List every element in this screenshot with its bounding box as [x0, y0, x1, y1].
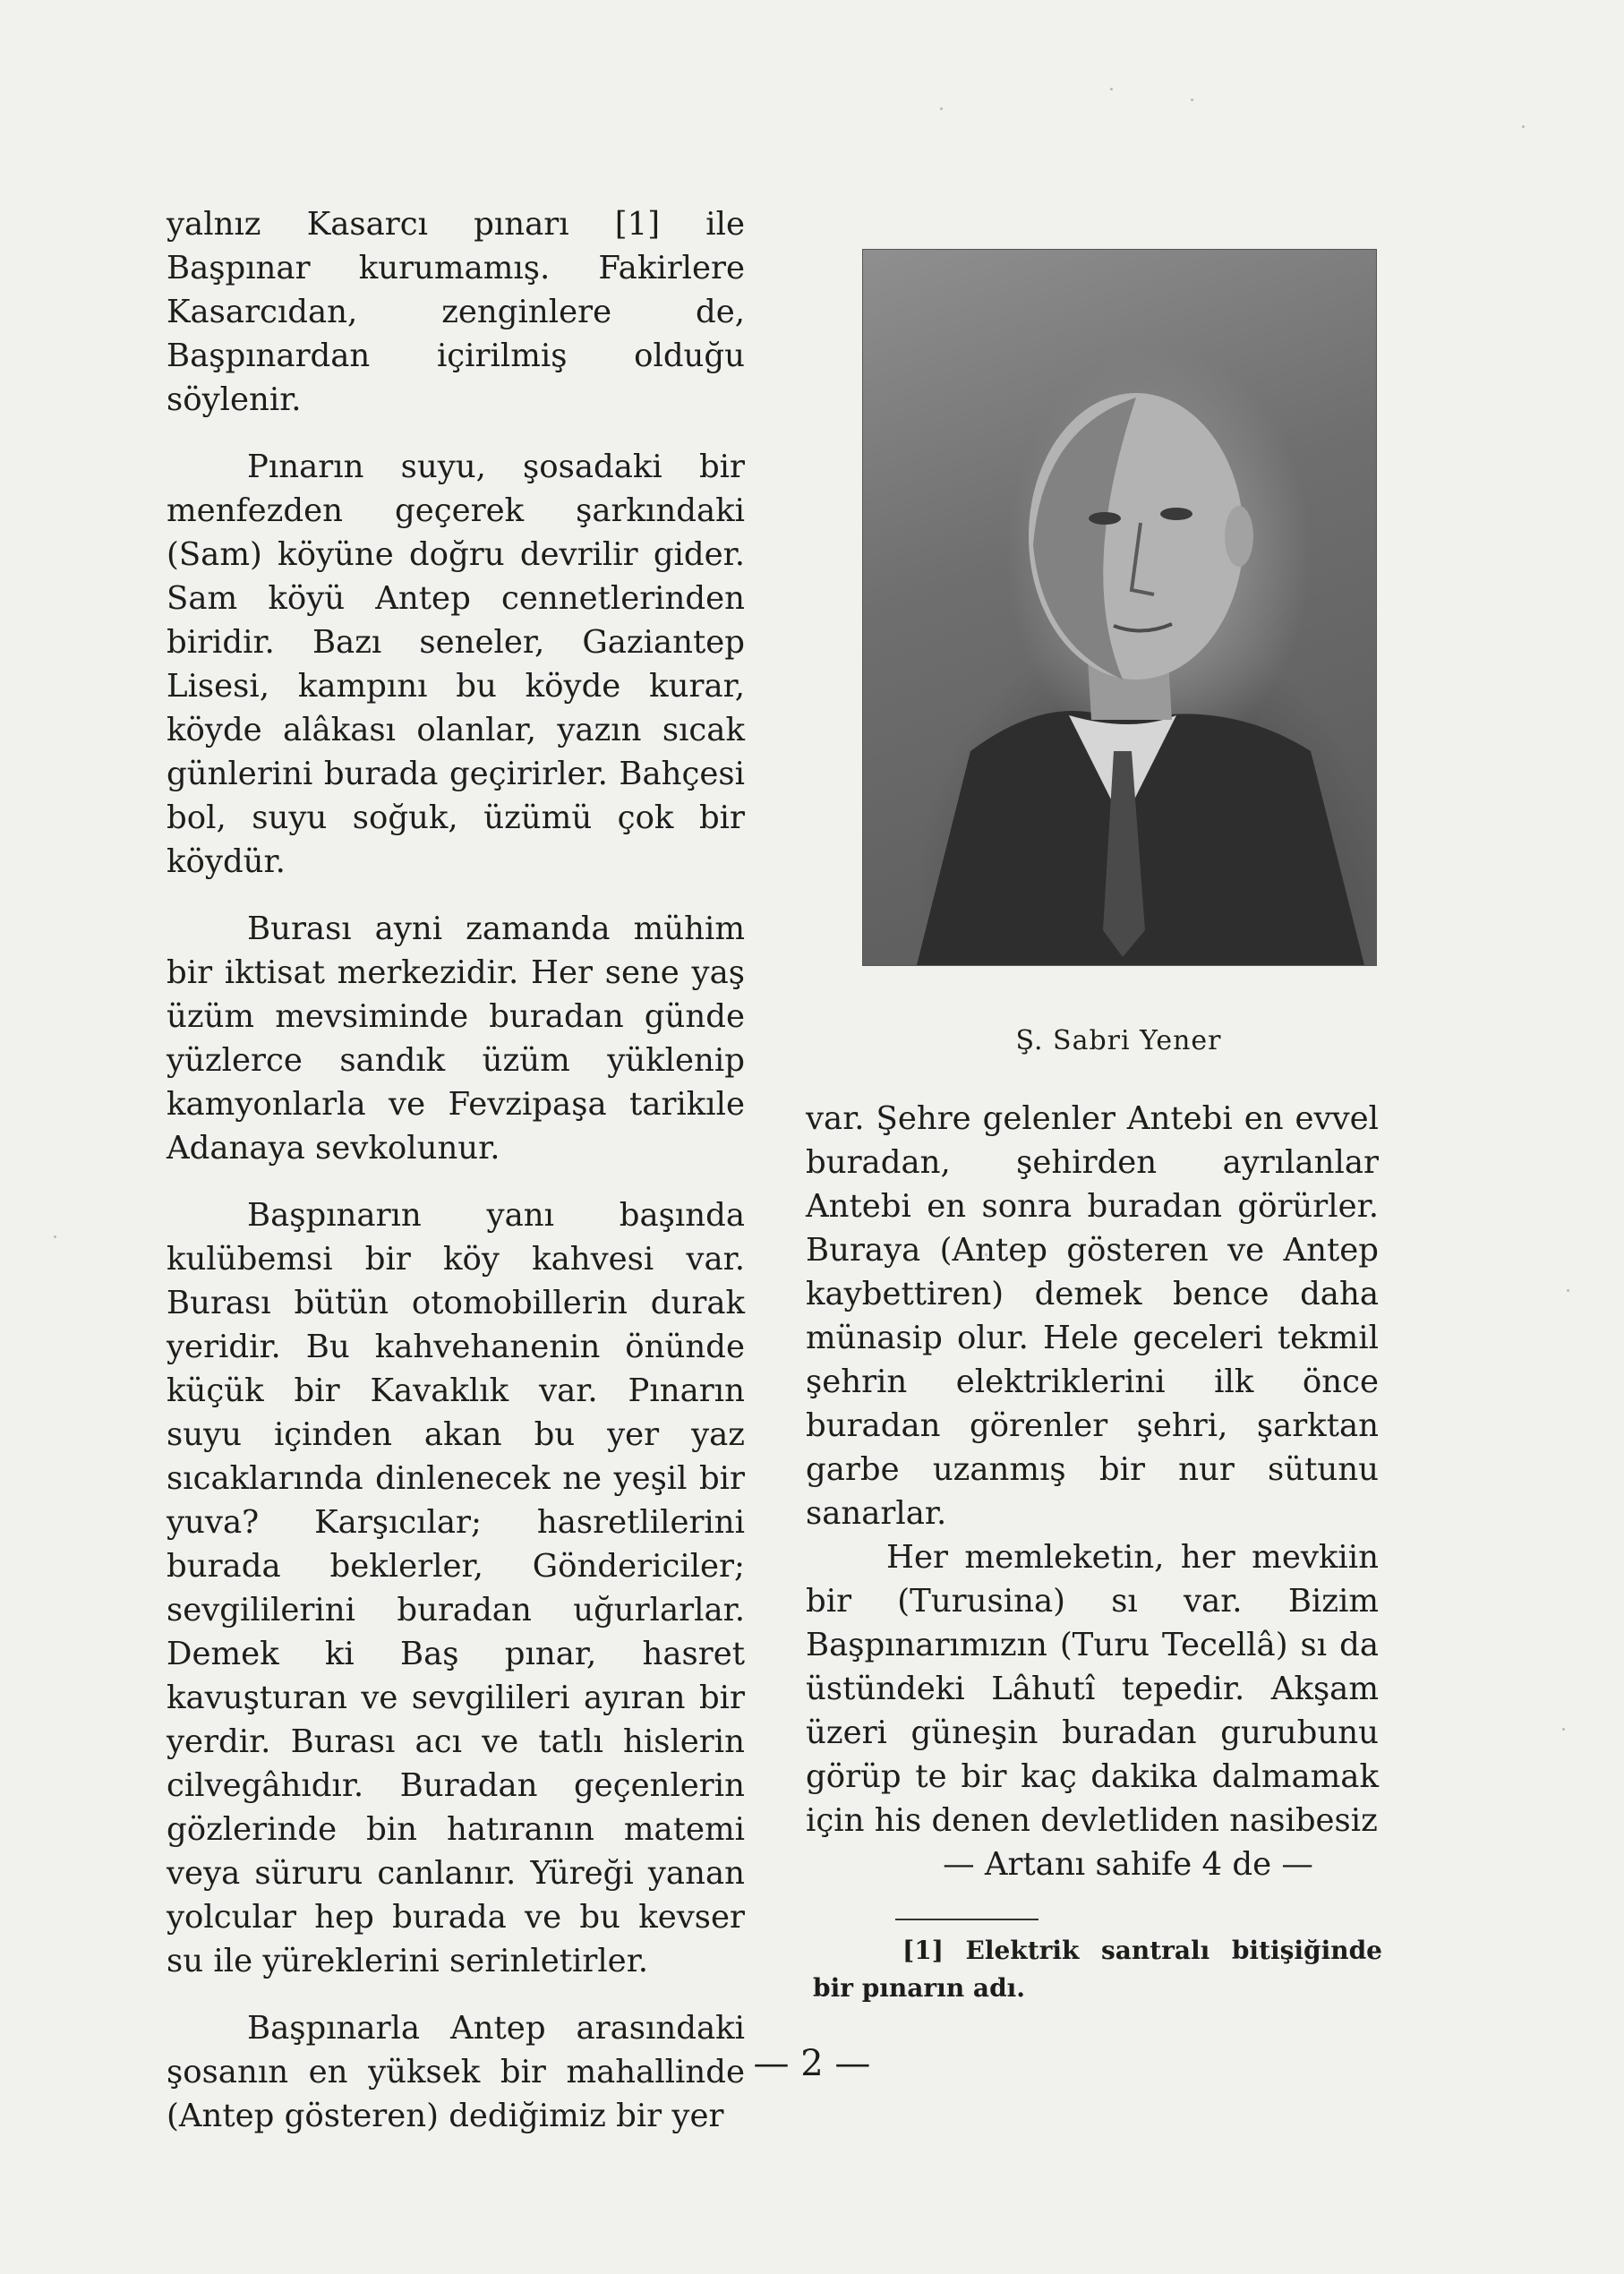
paragraph: Başpınarın yanı başında kulübemsi bir köy kahvesi var. Burası bütün otomobillerin durak yeridir. Bu kahvehanenin önünde küçük bir Kavaklık var. Pınarın suyu içinden akan bu yer yaz sıcaklarında dinlenecek ne yeşil bir yuva? Karşıcılar; hasretlilerini burada beklerler, Göndericiler; sevgililerini buradan uğurlarlar. Demek ki Baş pınar, hasret kavuşturan ve sevgilileri ayıran bir yerdir. Burası acı ve tatlı hislerin cilvegâhıdır. Buradan geçenlerin gözlerinde bin hatıranın matemi veya süruru canlanır. Yüreği yanan yolcular hep burada ve bu kevser su ile yüreklerini serinletirler.: [167, 1197, 745, 1979]
eye-shape: [1089, 512, 1121, 525]
portrait-photo: [862, 249, 1377, 966]
eye-shape: [1160, 508, 1192, 520]
footnote-divider: [895, 1919, 1039, 1920]
ear-shape: [1225, 506, 1253, 567]
paragraph: Burası ayni zamanda mühim bir iktisat merkezidir. Her sene yaş üzüm mevsiminde buradan günde yüzlerce sandık üzüm yüklenip kamyonlarla ve Fevzipaşa tarikıle Adanaya sevkolunur.: [167, 910, 745, 1167]
scan-speck: [940, 107, 943, 110]
paragraph: yalnız Kasarcı pınarı [1] ile Başpınar kurumamış. Fakirlere Kasarcıdan, zenginlere de, Başpınardan içirilmiş olduğu söylenir.: [167, 206, 745, 418]
footnote: [1] Elektrik santralı bitişiğinde bir pınarın adı.: [813, 1936, 1382, 2003]
portrait-illustration: [863, 250, 1376, 965]
scan-speck: [54, 1235, 56, 1238]
right-column: [806, 1097, 1379, 1886]
scan-speck: [1562, 1728, 1565, 1731]
scan-speck: [1522, 125, 1525, 128]
continued-note: — Artanı sahife 4 de —: [943, 1846, 1313, 1883]
scan-speck: [1567, 1289, 1569, 1292]
photo-caption: Ş. Sabri Yener: [1015, 1025, 1222, 1056]
paragraph: Her memleketin, her mevkiin bir (Turusina) sı var. Bizim Başpınarımızın (Turu Tecellâ) sı da üstündeki Lâhutî tepedir. Akşam üzeri güneşin buradan gurubunu görüp te bir kaç dakika dalmamak için his denen devletliden nasibesiz: [806, 1539, 1379, 1839]
left-column: [167, 202, 745, 2138]
scan-speck: [1191, 98, 1193, 101]
paragraph: Pınarın suyu, şosadaki bir menfezden geçerek şarkındaki (Sam) köyüne doğru devrilir gider. Sam köyü Antep cennetlerinden biridir. Bazı seneler, Gaziantep Lisesi, kampını bu köyde kurar, köyde alâkası olanlar, yazın sıcak günlerini burada geçirirler. Bahçesi bol, suyu soğuk, üzümü çok bir köydür.: [167, 449, 745, 880]
scan-speck: [1110, 88, 1113, 90]
paragraph: Başpınarla Antep arasındaki şosanın en yüksek bir mahallinde (Antep gösteren) dediğimiz bir yer: [167, 2010, 745, 2134]
page-number: — 2 —: [753, 2043, 871, 2084]
paragraph: var. Şehre gelenler Antebi en evvel buradan, şehirden ayrılanlar Antebi en sonra buradan görürler. Buraya (Antep gösteren ve Antep kaybettiren) demek bence daha münasip olur. Hele geceleri tekmil şehrin elektriklerini ilk önce buradan görenler şehri, şarktan garbe uzanmış bir nur sütunu sanarlar.: [806, 1100, 1379, 1532]
